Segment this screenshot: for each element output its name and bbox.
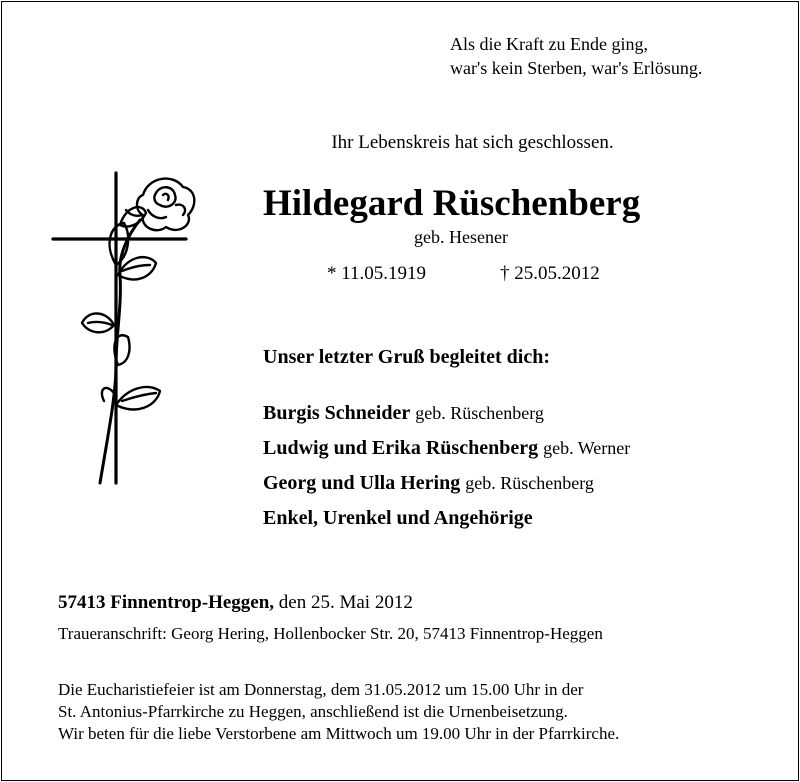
mourner-item (263, 433, 630, 468)
mourner-name: Ludwig und Erika Rüschenberg (263, 437, 539, 459)
service-info-line-2: St. Antonius-Pfarrkirche zu Heggen, anschließend ist die Urnenbeisetzung. (58, 702, 568, 721)
service-info (58, 679, 619, 745)
leaf-right-lower (116, 387, 160, 409)
quote-line-1: Als die Kraft zu Ende ging, (450, 34, 648, 54)
rose-flower (137, 179, 194, 231)
maiden-name: geb. Hesener (414, 227, 508, 247)
mourning-address: Traueranschrift: Georg Hering, Hollenbocker Str. 20, 57413 Finnentrop-Heggen (58, 624, 603, 643)
leaf-right-upper (118, 257, 156, 279)
mourner-name: Burgis Schneider (263, 402, 411, 424)
mourner-item (263, 398, 630, 433)
mourner-suffix: geb. Werner (543, 438, 631, 458)
greeting: Unser letzter Gruß begleitet dich: (263, 346, 550, 368)
mourner-suffix: geb. Rüschenberg (465, 473, 594, 493)
death-date: † 25.05.2012 (500, 263, 600, 284)
mourner-name: Georg und Ulla Hering (263, 472, 461, 494)
mourner-item (263, 503, 630, 538)
quote-line-2: war's kein Sterben, war's Erlösung. (450, 58, 703, 78)
service-info-line-1: Die Eucharistiefeier ist am Donnerstag, dem 31.05.2012 um 15.00 Uhr in der (58, 680, 584, 699)
place-date (58, 592, 413, 614)
mourner-suffix: geb. Rüschenberg (415, 403, 544, 423)
cross-rose-illustration (48, 165, 208, 495)
mourner-item (263, 468, 630, 503)
notice-date: den 25. Mai 2012 (278, 592, 413, 613)
intro-text: Ihr Lebenskreis hat sich geschlossen. (331, 132, 614, 153)
place-name: 57413 Finnentrop-Heggen, (58, 592, 275, 613)
deceased-name: Hildegard Rüschenberg (263, 183, 641, 224)
mourner-name: Enkel, Urenkel und Angehörige (263, 507, 533, 529)
service-info-line-3: Wir beten für die liebe Verstorbene am Mittwoch um 19.00 Uhr in der Pfarrkirche. (58, 724, 620, 743)
mourners-list (263, 398, 630, 538)
birth-date: * 11.05.1919 (327, 263, 427, 284)
quote (450, 32, 702, 80)
